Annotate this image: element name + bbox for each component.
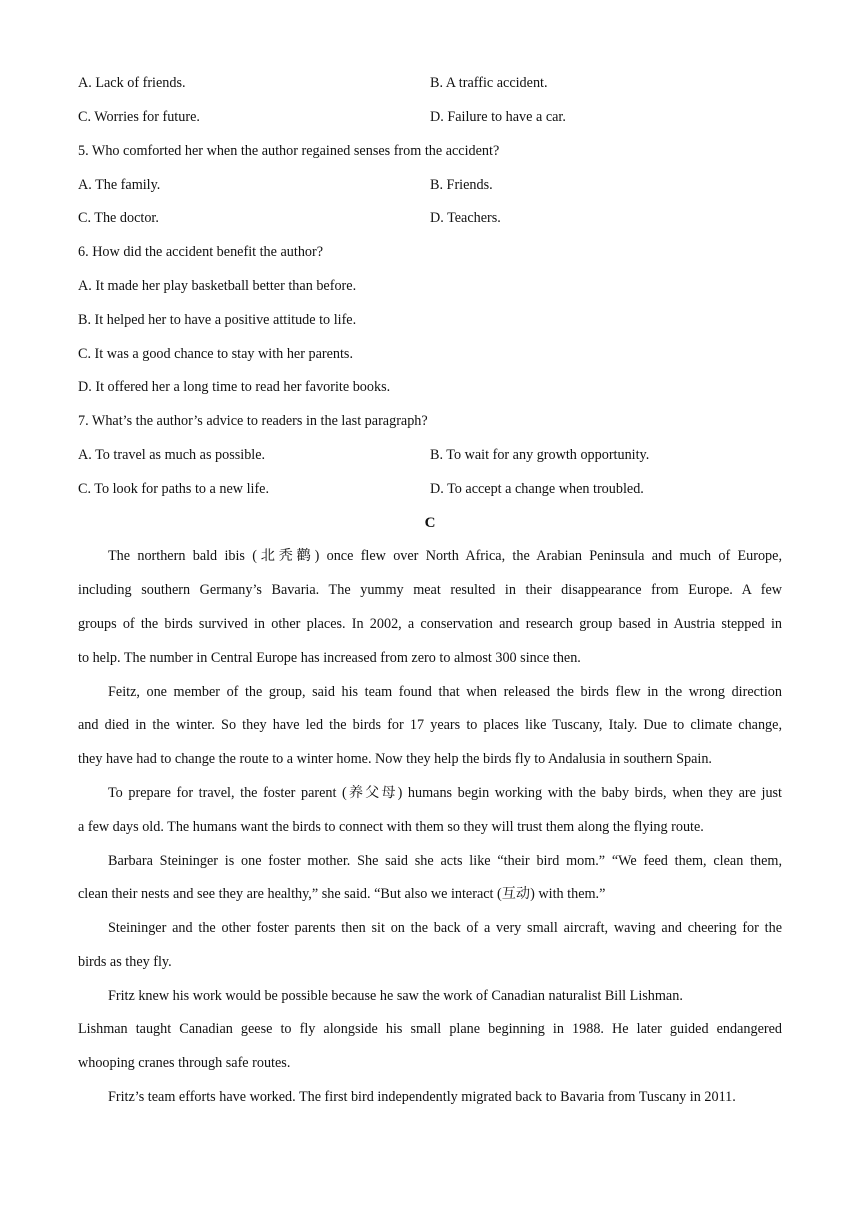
q4-option-a: A. Lack of friends.	[78, 75, 186, 91]
q4-option-c: C. Worries for future.	[78, 109, 200, 125]
q5-option-a: A. The family.	[78, 177, 161, 193]
q7-options-row-1	[78, 445, 782, 465]
q7-option-d: D. To accept a change when troubled.	[430, 481, 644, 497]
q4-options-row-1	[78, 73, 782, 93]
q7-option-b: B. To wait for any growth opportunity.	[430, 447, 650, 463]
passage-p6-line-2: Lishman taught Canadian geese to fly alongside his small plane beginning in 1988. He later guided endangered	[78, 1021, 782, 1037]
passage-p5-line-2: birds as they fly.	[78, 954, 172, 970]
passage-p6-line-1: Fritz knew his work would be possible because he saw the work of Canadian naturalist Bill Lishman.	[108, 988, 683, 1004]
q5-option-d: D. Teachers.	[430, 210, 501, 226]
q5-options-row-2	[78, 208, 782, 228]
section-heading: C	[424, 515, 436, 531]
passage-p1-line-2: including southern Germany’s Bavaria. The yummy meat resulted in their disappearance from Europe. A few	[78, 582, 782, 598]
passage-p3-line-2: a few days old. The humans want the birds to connect with them so they will trust them along the flying route.	[78, 819, 704, 835]
passage-p1-line-3: groups of the birds survived in other places. In 2002, a conservation and research group based in Austria stepped in	[78, 616, 782, 632]
q5-stem: 5. Who comforted her when the author regained senses from the accident?	[78, 143, 500, 159]
q7-option-a: A. To travel as much as possible.	[78, 447, 266, 463]
passage-p2-line-1: Feitz, one member of the group, said his team found that when released the birds flew in the wrong direction	[108, 684, 782, 700]
q6-option-d: D. It offered her a long time to read her favorite books.	[78, 379, 391, 395]
q6-stem: 6. How did the accident benefit the author?	[78, 244, 324, 260]
q6-option-c: C. It was a good chance to stay with her parents.	[78, 346, 354, 362]
passage-p3-line-1: To prepare for travel, the foster parent (养父母) humans begin working with the baby birds, when they are just	[108, 785, 782, 801]
q5-option-b: B. Friends.	[430, 177, 493, 193]
q4-options-row-2	[78, 107, 782, 127]
passage-p2-line-3: they have had to change the route to a winter home. Now they help the birds fly to Andalusia in southern Spain.	[78, 751, 712, 767]
q5-option-c: C. The doctor.	[78, 210, 159, 226]
passage-p7-line-1: Fritz’s team efforts have worked. The first bird independently migrated back to Bavaria from Tuscany in 2011.	[108, 1089, 736, 1105]
q6-option-b: B. It helped her to have a positive attitude to life.	[78, 312, 357, 328]
passage-p5-line-1: Steininger and the other foster parents then sit on the back of a very small aircraft, waving and cheering for the	[108, 920, 782, 936]
passage-p4-line-2: clean their nests and see they are healthy,” she said. “But also we interact (互动) with them.”	[78, 886, 606, 902]
passage-p2-line-2: and died in the winter. So they have led the birds for 17 years to places like Tuscany, Italy. Due to climate change,	[78, 717, 782, 733]
q4-option-d: D. Failure to have a car.	[430, 109, 566, 125]
q6-option-a: A. It made her play basketball better than before.	[78, 278, 357, 294]
passage-p1-line-1: The northern bald ibis (北秃鹳) once flew over North Africa, the Arabian Peninsula and much of Europe,	[108, 548, 782, 564]
passage-p4-line-1: Barbara Steininger is one foster mother. She said she acts like “their bird mom.” “We feed them, clean them,	[108, 853, 782, 869]
q7-options-row-2	[78, 479, 782, 499]
passage-p6-line-3: whooping cranes through safe routes.	[78, 1055, 291, 1071]
q4-option-b: B. A traffic accident.	[430, 75, 548, 91]
q7-option-c: C. To look for paths to a new life.	[78, 481, 270, 497]
q7-stem: 7. What’s the author’s advice to readers in the last paragraph?	[78, 413, 428, 429]
passage-p1-line-4: to help. The number in Central Europe has increased from zero to almost 300 since then.	[78, 650, 581, 666]
q5-options-row-1	[78, 175, 782, 195]
